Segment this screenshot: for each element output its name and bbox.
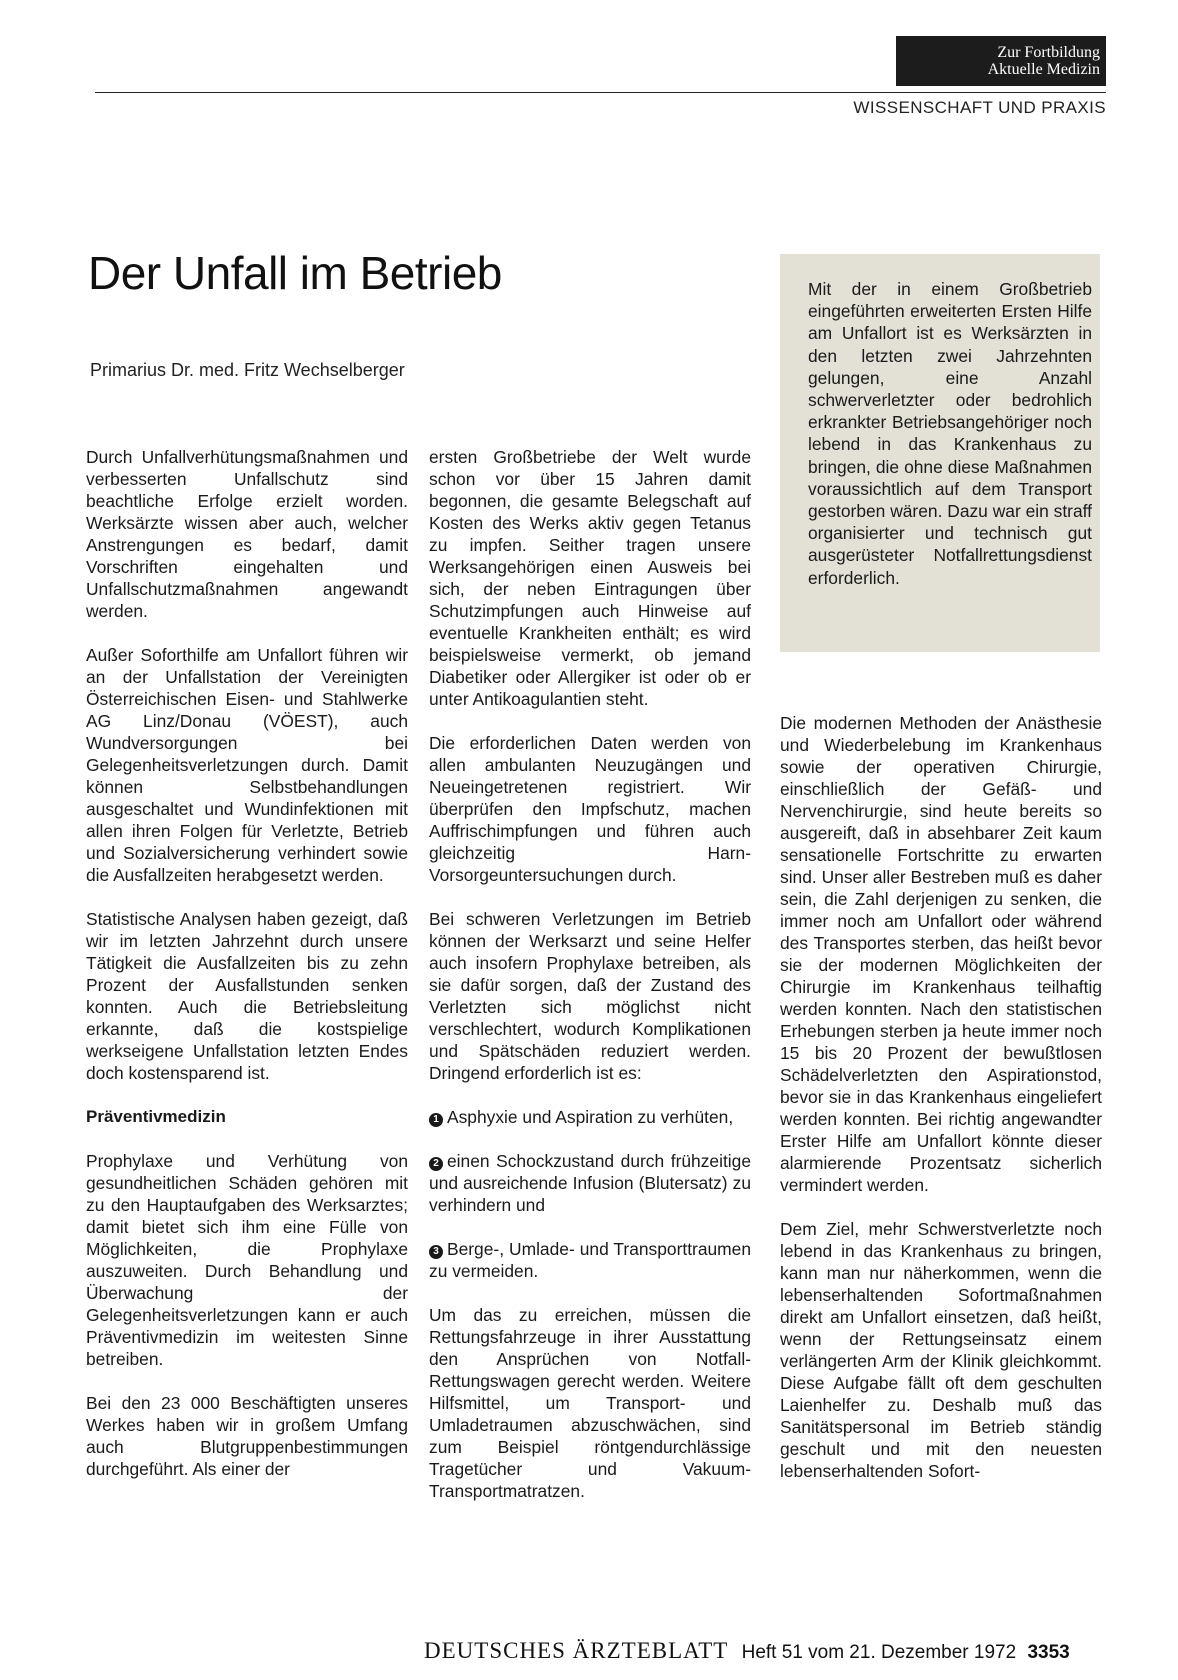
page-footer (424, 1638, 1070, 1664)
issue-info: Heft 51 vom 21. Dezember 1972 (741, 1642, 1017, 1663)
list-number-icon: 2 (429, 1157, 443, 1171)
text-column-3 (780, 712, 1102, 1504)
section-label: WISSENSCHAFT UND PRAXIS (853, 98, 1106, 117)
paragraph: Die erforderlichen Daten werden von allen ambulanten Neuzugängen und Neueingetretenen registriert. Wir überprüfen den Impfschutz, machen Auffrischimpfungen und führen auch gleichzeitig Harn-Vorsorgeuntersuchungen durch. (429, 733, 751, 885)
text-column-1 (86, 446, 408, 1502)
list-number-icon: 1 (429, 1113, 443, 1127)
text-column-2 (429, 446, 751, 1524)
page-number: 3353 (1027, 1642, 1070, 1663)
paragraph: ersten Großbetriebe der Welt wurde schon vor über 15 Jahren damit begonnen, die gesamte Belegschaft auf Kosten des Werks aktiv gegen Tetanus zu impfen. Seither tragen unsere Werksangehörigen einen Ausweis bei sich, der neben Eintragungen über Schutzimpfungen auch Hinweise auf eventuelle Krankheiten enthält; es wird beispielsweise vermerkt, ob jemand Diabetiker oder Allergiker ist oder ob er unter Antikoagulantien steht. (429, 447, 751, 709)
section-heading: Präventivmedizin (86, 1107, 226, 1126)
paragraph: Statistische Analysen haben gezeigt, daß wir im letzten Jahrzehnt durch unsere Tätigkeit die Ausfallzeiten bis zu zehn Prozent der Ausfallstunden senken konnten. Auch die Betriebsleitung erkannte, daß die kostspielige werkseigene Unfallstation letzten Endes doch kostensparend ist. (86, 909, 408, 1083)
rubric-line-1: Zur Fortbildung (997, 44, 1100, 61)
list-number-icon: 3 (429, 1245, 443, 1259)
paragraph: Um das zu erreichen, müssen die Rettungsfahrzeuge in ihrer Ausstattung den Ansprüchen von Notfall-Rettungswagen gerecht werden. Weitere Hilfsmittel, um Transport- und Umladetraumen abzuschwächen, sind zum Beispiel röntgendurchlässige Tragetücher und Vakuum-Transportmatratzen. (429, 1305, 751, 1501)
rubric-line-2: Aktuelle Medizin (987, 61, 1100, 78)
abstract-box (780, 254, 1100, 652)
abstract-text: Mit der in einem Großbetrieb eingeführten erweiterten Ersten Hilfe am Unfallort ist es Werksärzten in den letzten zwei Jahrzehnten gelungen, eine Anzahl schwerverletzter oder bedrohlich erkrankter Betriebsangehöriger noch lebend in das Krankenhaus zu bringen, die ohne diese Maßnahmen voraussichtlich auf dem Transport gestorben wären. Dazu war ein straff organisierter und technisch gut ausgerüsteter Notfallrettungsdienst erforderlich. (808, 279, 1092, 588)
paragraph: Bei den 23 000 Beschäftigten unseres Werkes haben wir in großem Umfang auch Blutgruppenbestimmungen durchgeführt. Als einer der (86, 1393, 408, 1479)
rubric-badge (896, 36, 1106, 86)
header-rule (95, 92, 1106, 93)
paragraph: Bei schweren Verletzungen im Betrieb können der Werksarzt und seine Helfer auch insofern Prophylaxe betreiben, als sie dafür sorgen, daß der Zustand des Verletzten sich möglichst nicht verschlechtert, wodurch Komplikationen und Spätschäden reduziert werden. Dringend erforderlich ist es: (429, 909, 751, 1083)
paragraph: Prophylaxe und Verhütung von gesundheitlichen Schäden gehören mit zu den Hauptaufgaben des Werksarztes; damit bietet sich ihm eine Fülle von Möglichkeiten, die Prophylaxe auszuweiten. Durch Behandlung und Überwachung der Gelegenheitsverletzungen kann er auch Präventivmedizin im weitesten Sinne betreiben. (86, 1151, 408, 1369)
list-item (429, 1150, 751, 1216)
article-title: Der Unfall im Betrieb (88, 247, 502, 299)
list-item-text: einen Schockzustand durch frühzeitige und ausreichende Infusion (Blutersatz) zu verhindern und (429, 1151, 751, 1215)
list-item-text: Asphyxie und Aspiration zu verhüten, (447, 1107, 734, 1127)
list-item (429, 1106, 751, 1128)
article-author: Primarius Dr. med. Fritz Wechselberger (90, 360, 405, 380)
paragraph: Die modernen Methoden der Anästhesie und Wiederbelebung im Krankenhaus sowie der operativen Chirurgie, einschließlich der Gefäß- und Nervenchirurgie, sind heute bereits so ausgereift, daß in absehbarer Zeit kaum sensationelle Fortschritte zu erwarten sind. Unser aller Bestreben muß es daher sein, die Zahl derjenigen zu senken, die immer noch am Unfallort oder während des Transportes sterben, das heißt bevor sie der modernen Möglichkeiten der Chirurgie im Krankenhaus teilhaftig werden konnten. Nach den statistischen Erhebungen sterben ja heute immer noch 15 bis 20 Prozent der bewußtlosen Schädelverletzten den Aspirationstod, bevor sie in das Krankenhaus eingeliefert werden konnten. Bei richtig angewandter Erster Hilfe am Unfallort könnte dieser alarmierende Prozentsatz sicherlich vermindert werden. (780, 713, 1102, 1195)
list-item-text: Berge-, Umlade- und Transporttraumen zu vermeiden. (429, 1239, 751, 1281)
journal-name: DEUTSCHES ÄRZTEBLATT (424, 1638, 729, 1663)
paragraph: Durch Unfallverhütungsmaßnahmen und verbesserten Unfallschutz sind beachtliche Erfolge erzielt worden. Werksärzte wissen aber auch, welcher Anstrengungen es bedarf, damit Vorschriften eingehalten und Unfallschutzmaßnahmen angewandt werden. (86, 447, 408, 621)
list-item (429, 1238, 751, 1282)
paragraph: Dem Ziel, mehr Schwerstverletzte noch lebend in das Krankenhaus zu bringen, kann man nur näherkommen, wenn die lebenserhaltenden Sofortmaßnahmen direkt am Unfallort einsetzen, daß heißt, wenn der Rettungseinsatz einem verlängerten Arm der Klinik gleichkommt. Diese Aufgabe fällt oft dem geschulten Laienhelfer zu. Deshalb muß das Sanitätspersonal im Betrieb ständig geschult und mit den neuesten lebenserhaltenden Sofort- (780, 1219, 1102, 1481)
paragraph: Außer Soforthilfe am Unfallort führen wir an der Unfallstation der Vereinigten Österreichischen Eisen- und Stahlwerke AG Linz/Donau (VÖEST), auch Wundversorgungen bei Gelegenheitsverletzungen durch. Damit können Selbstbehandlungen ausgeschaltet und Wundinfektionen mit allen ihren Folgen für Verletzte, Betrieb und Sozialversicherung verhindert sowie die Ausfallzeiten herabgesetzt werden. (86, 645, 408, 885)
